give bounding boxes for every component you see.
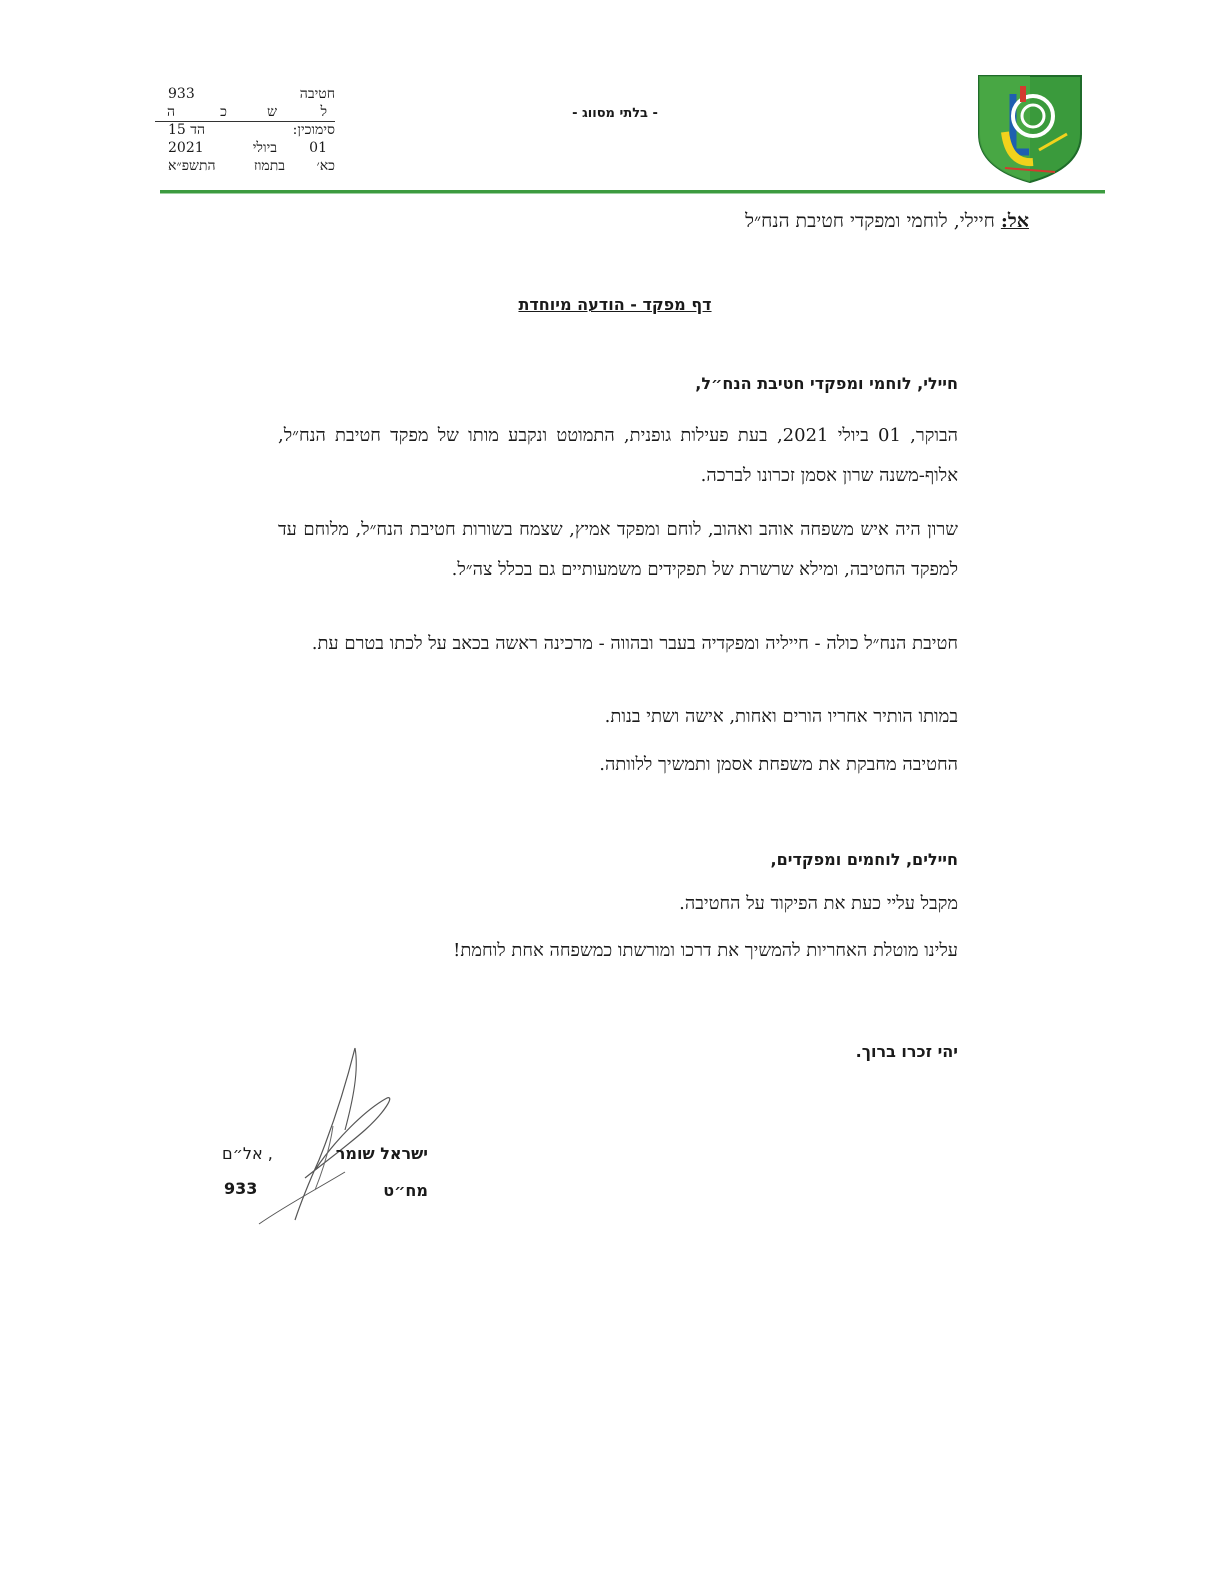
hebrew-date-month: בתמוז [253,158,285,174]
signatory-name: ישראל שומר [335,1144,428,1163]
letter-code-3: כ [220,104,227,120]
letter-code-2: ש [267,104,277,120]
reference-value: הד 15 [168,122,206,138]
greeting: חיילי, לוחמי ומפקדי חטיבת הנח״ל, [695,374,958,393]
document-title: דף מפקד - הודעה מיוחדת [518,295,712,314]
hebrew-date-day: כא׳ [316,158,335,174]
paragraph-2: שרון היה איש משפחה אוהב ואהוב, לוחם ומפקד אמיץ, שצמח בשורות חטיבת הנח״ל, מלוחם עד למפקד החטיבה, ומילא שרשרת של תפקידים משמעותיים גם בכלל צה״ל. [278,519,958,580]
nahal-brigade-logo [975,72,1085,184]
recipient-value: חיילי, לוחמי ומפקדי חטיבת הנח״ל [745,210,1001,232]
unit-number: 933 [168,86,195,102]
paragraph-5: החטיבה מחבקת את משפחת אסמן ותמשיך ללוותה. [599,754,958,775]
hebrew-date-year: התשפ״א [168,158,216,174]
date-day: 01 [309,140,327,156]
signatory-unit: 933 [224,1179,258,1198]
paragraph-4: במותו הותיר אחריו הורים ואחות, אישה ושתי בנות. [604,706,958,727]
header-divider-shadow [160,193,1105,194]
unit-label: חטיבה [299,86,335,102]
paragraph-1: הבוקר, 01 ביולי 2021, בעת פעילות גופנית, התמוטט ונקבע מותו של מפקד חטיבת הנח״ל, אלוף-משנה שרון אסמן זכרונו לברכה. [278,425,958,486]
recipient-line [745,210,1029,233]
second-greeting: חיילים, לוחמים ומפקדים, [770,850,958,869]
letter-code-1: ל [320,104,327,120]
classification-label: - בלתי מסווג - [572,106,658,121]
signatory-line [336,1144,428,1163]
recipient-label: אל: [1000,210,1029,232]
closing-line-2: עלינו מוטלת האחריות להמשיך את דרכו ומורשתו כמשפחה אחת לוחמת! [453,940,958,961]
closing-line-1: מקבל עליי כעת את הפיקוד על החטיבה. [679,893,958,914]
date-month: ביולי [252,140,277,156]
reference-label: סימוכין: [292,122,335,138]
memorial-line: יהי זכרו ברוך. [855,1042,958,1061]
date-year: 2021 [168,140,204,156]
paragraph-3: חטיבת הנח״ל כולה - חייליה ומפקדיה בעבר ובהווה - מרכינה ראשה בכאב על לכתו בטרם עת. [311,633,958,654]
letter-code-4: ה [166,104,175,120]
signatory-rank: , אל״ם [222,1144,273,1163]
handwritten-signature [255,1040,425,1230]
signatory-role: מח״ט [383,1181,428,1200]
